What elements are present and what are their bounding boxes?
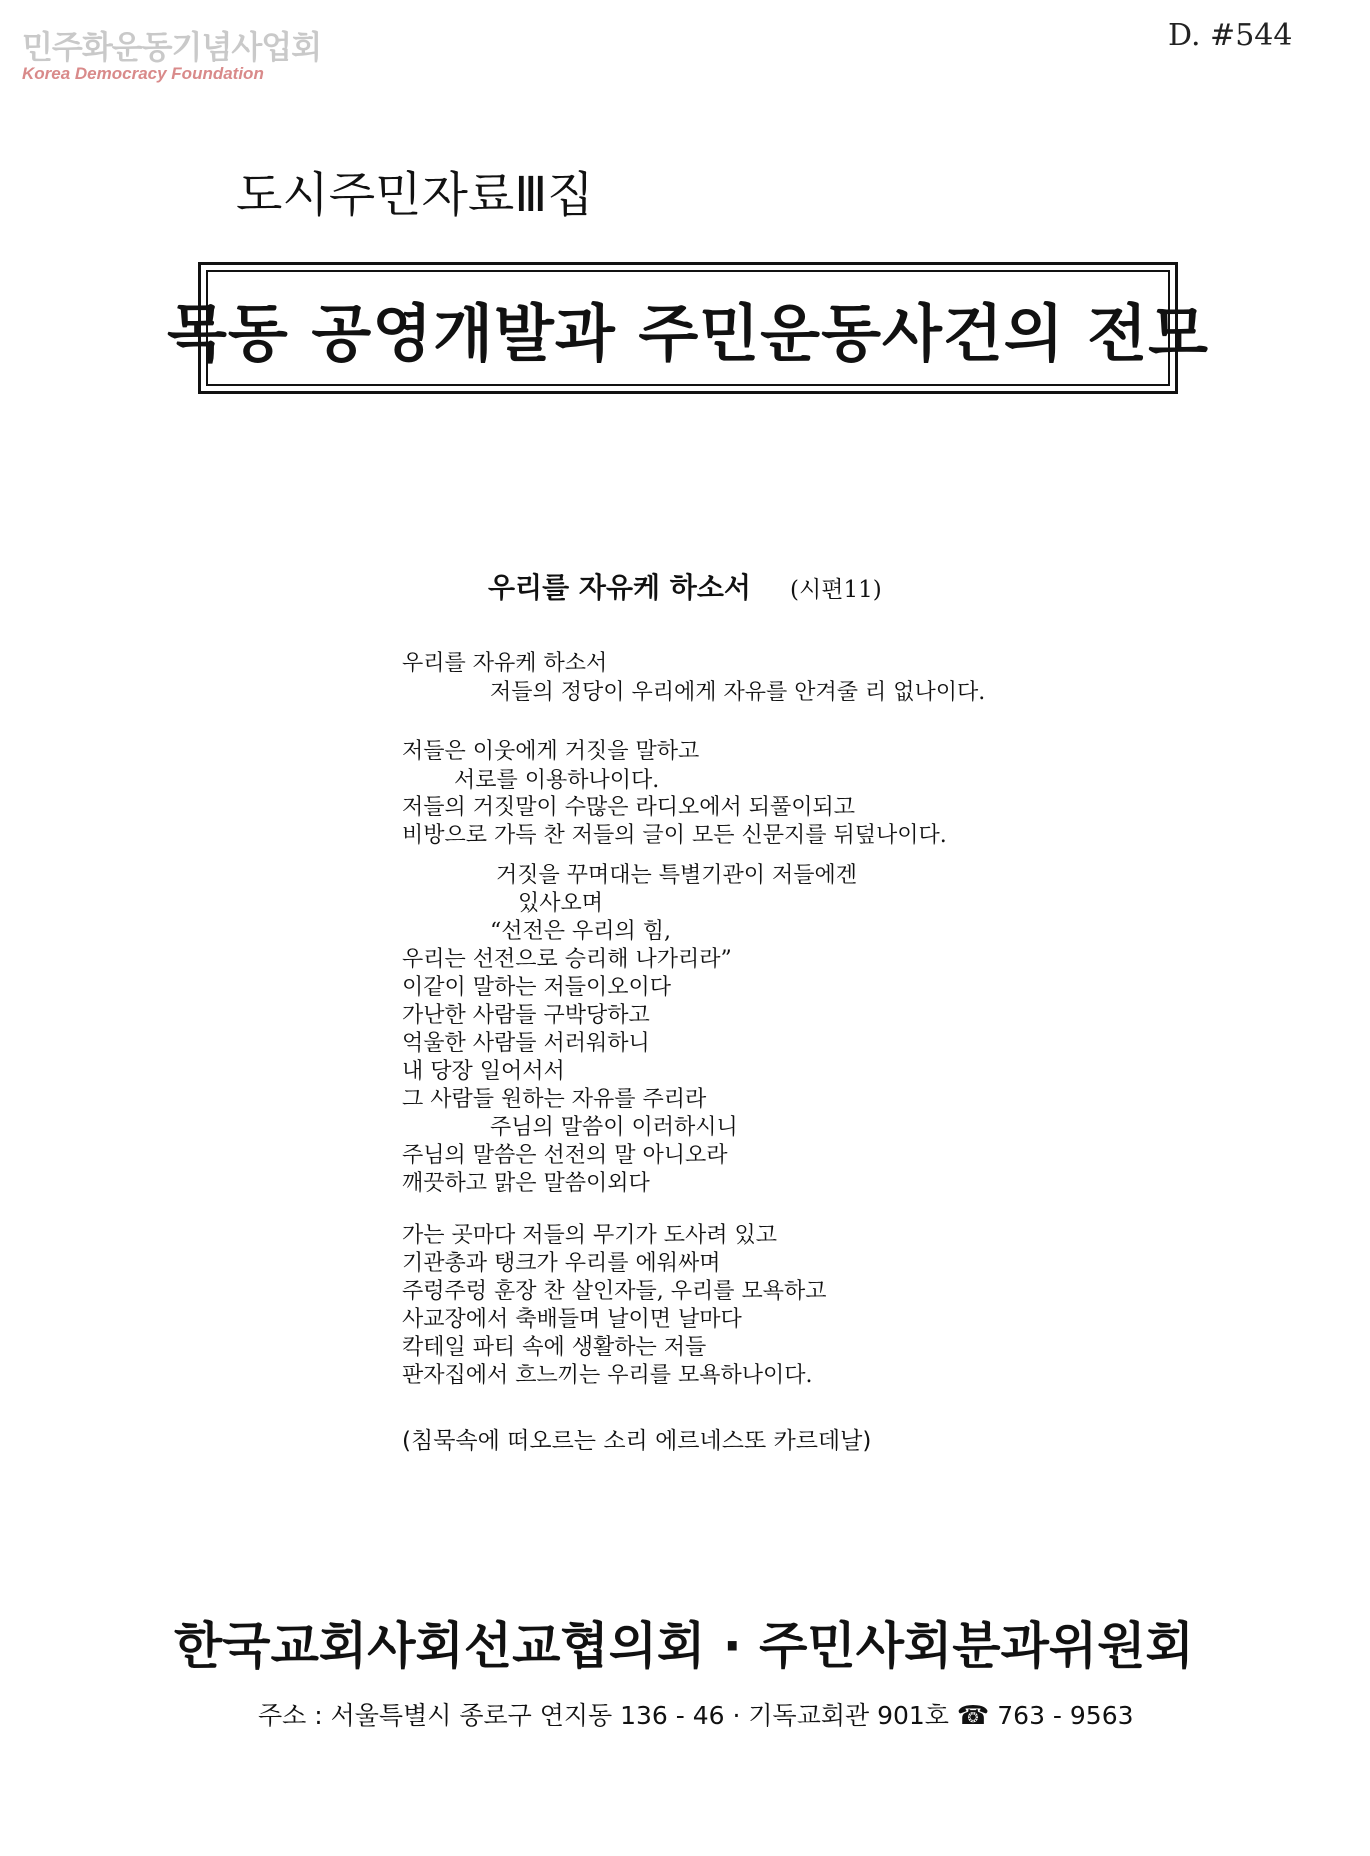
poem-line: 거짓을 꾸며대는 특별기관이 저들에겐 — [496, 863, 858, 888]
phone-number: 763 - 9563 — [997, 1701, 1134, 1730]
poem-title: 우리를 자유케 하소서 — [488, 571, 751, 604]
poem-line: 있사오며 — [518, 891, 604, 916]
poem-line: 억울한 사람들 서러워하니 — [402, 1031, 650, 1056]
address-text: 주소 : 서울특별시 종로구 연지동 136 - 46 · 기독교회관 901호 — [258, 1701, 949, 1730]
poem-line: 깨끗하고 맑은 말씀이외다 — [402, 1171, 650, 1196]
poem-line: 주렁주렁 훈장 찬 살인자들, 우리를 모욕하고 — [402, 1279, 827, 1304]
poem-line: 주님의 말씀은 선전의 말 아니오라 — [402, 1143, 728, 1168]
poem-line: 저들의 거짓말이 수많은 라디오에서 되풀이되고 — [402, 795, 856, 820]
series-title: 도시주민자료Ⅲ집 — [236, 167, 594, 223]
poem-line: 우리는 선전으로 승리해 나가리라” — [402, 947, 732, 972]
watermark-korean: 민주화운동기념사업회 — [22, 28, 322, 66]
poem-line: 내 당장 일어서서 — [402, 1059, 565, 1084]
poem-heading — [488, 566, 882, 606]
poem-attribution: (침묵속에 떠오르는 소리 에르네스또 카르데날) — [402, 1428, 872, 1454]
poem-line: 가난한 사람들 구박당하고 — [402, 1003, 650, 1028]
poem-line: 저들은 이웃에게 거짓을 말하고 — [402, 739, 700, 764]
watermark-english: Korea Democracy Foundation — [22, 64, 264, 83]
poem-line: 그 사람들 원하는 자유를 주리라 — [402, 1087, 707, 1112]
telephone-icon: ☎ — [956, 1701, 990, 1731]
publisher-name: 한국교회사회선교협의회 · 주민사회분과위원회 — [174, 1617, 1194, 1675]
title-box — [166, 262, 1210, 394]
poem-line: 판자집에서 흐느끼는 우리를 모욕하나이다. — [402, 1363, 813, 1388]
publisher-address — [258, 1696, 1134, 1732]
poem-line: 이같이 말하는 저들이오이다 — [402, 975, 672, 1000]
poem-line: 서로를 이용하나이다. — [454, 768, 660, 793]
poem-line: 주님의 말씀이 이러하시니 — [490, 1115, 738, 1140]
poem-line: 비방으로 가득 찬 저들의 글이 모든 신문지를 뒤덮나이다. — [402, 823, 947, 848]
poem-line: 사교장에서 축배들며 날이면 날마다 — [402, 1307, 742, 1332]
poem-line: 칵테일 파티 속에 생활하는 저들 — [402, 1335, 707, 1360]
title-box-inner — [166, 270, 1210, 386]
main-title: 목동 공영개발과 주민운동사건의 전모 — [166, 296, 1210, 370]
poem-line: 기관총과 탱크가 우리를 에워싸며 — [402, 1251, 721, 1276]
poem-line: 저들의 정당이 우리에게 자유를 안겨줄 리 없나이다. — [490, 680, 986, 705]
poem-line: 우리를 자유케 하소서 — [402, 651, 608, 676]
poem-line: “선전은 우리의 힘, — [490, 919, 671, 944]
poem-source: (시편11) — [790, 577, 882, 603]
archive-stamp: D. #544 — [1168, 18, 1293, 53]
poem-line: 가는 곳마다 저들의 무기가 도사려 있고 — [402, 1223, 777, 1248]
